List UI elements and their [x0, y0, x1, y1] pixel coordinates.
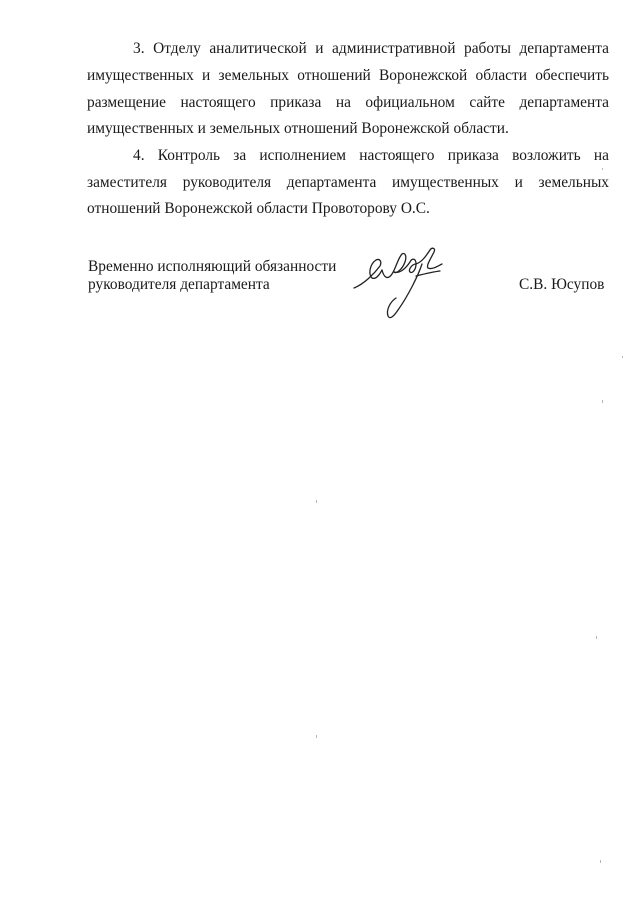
handwritten-signature — [350, 244, 450, 324]
scan-speck — [316, 500, 317, 503]
paragraph-line: размещение настоящего приказа на официальном сайте департамента — [87, 94, 609, 111]
scan-speck — [596, 636, 597, 639]
signatory-role-line: Временно исполняющий обязанности — [88, 258, 337, 275]
paragraph-line: 4. Контроль за исполнением настоящего приказа возложить на — [133, 147, 609, 164]
signatory-role-line: руководителя департамента — [88, 276, 270, 293]
paragraph-line: отношений Воронежской области Провоторову О.С. — [87, 200, 430, 217]
scan-speck — [622, 356, 623, 358]
signatory-name: С.В. Юсупов — [519, 276, 605, 293]
scan-speck — [602, 168, 603, 170]
paragraph-line: имущественных и земельных отношений Воронежской области обеспечить — [87, 67, 609, 84]
paragraph-line: заместителя руководителя департамента имущественных и земельных — [87, 174, 609, 191]
scan-speck — [600, 860, 601, 863]
paragraph-line: 3. Отделу аналитической и административной работы департамента — [133, 40, 609, 57]
scan-speck — [602, 400, 603, 403]
paragraph-line: имущественных и земельных отношений Воронежской области. — [87, 120, 509, 137]
scan-speck — [316, 735, 317, 738]
